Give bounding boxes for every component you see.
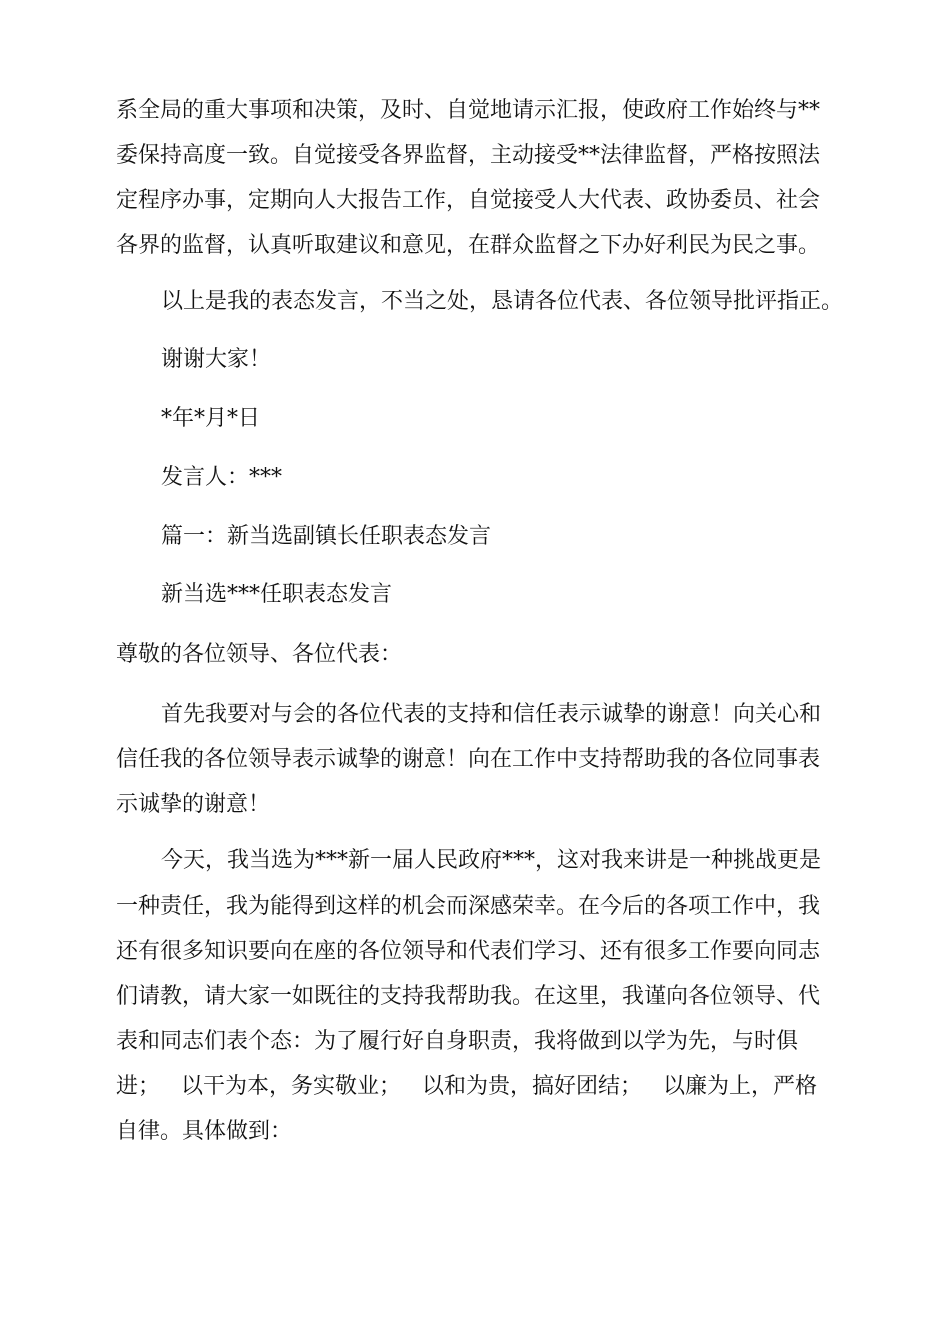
para-commitment-line-4: 们请教，请大家一如既往的支持我帮助我。在这里，我谨向各位领导、代 (116, 984, 821, 1009)
para-commitment-line-5: 表和同志们表个态：为了履行好自身职责，我将做到以学为先，与时俱 (116, 1029, 799, 1054)
date-line: *年*月*日 (161, 406, 261, 431)
speech-title: 新当选***任职表态发言 (161, 582, 393, 607)
para-commitment-line-1: 今天，我当选为***新一届人民政府***，这对我来讲是一种挑战更是 (161, 848, 822, 873)
para-commitment-line-7: 自律。具体做到： (116, 1119, 293, 1144)
para-commitment-line-2: 一种责任，我为能得到这样的机会而深感荣幸。在今后的各项工作中，我 (116, 894, 821, 919)
para-gratitude-line-2: 信任我的各位领导表示诚挚的谢意！向在工作中支持帮助我的各位同事表 (116, 747, 821, 772)
para-supervision-line-3: 定程序办事，定期向人大报告工作，自觉接受人大代表、政协委员、社会 (116, 188, 821, 213)
closing-remark: 以上是我的表态发言，不当之处，恳请各位代表、各位领导批评指正。 (161, 289, 844, 314)
para-commitment-line-6: 进； 以干为本，务实敬业； 以和为贵，搞好团结； 以廉为上，严格 (116, 1074, 817, 1099)
para-gratitude-line-1: 首先我要对与会的各位代表的支持和信任表示诚挚的谢意！向关心和 (161, 702, 822, 727)
salutation: 尊敬的各位领导、各位代表： (116, 642, 403, 667)
para-supervision-line-2: 委保持高度一致。自觉接受各界监督，主动接受**法律监督，严格按照法 (116, 143, 821, 168)
para-supervision-line-1: 系全局的重大事项和决策，及时、自觉地请示汇报，使政府工作始终与** (116, 98, 821, 123)
speaker-line: 发言人：*** (161, 465, 283, 490)
para-supervision-line-4: 各界的监督，认真听取建议和意见，在群众监督之下办好利民为民之事。 (116, 233, 821, 258)
para-commitment-line-3: 还有很多知识要向在座的各位领导和代表们学习、还有很多工作要向同志 (116, 939, 821, 964)
para-gratitude-line-3: 示诚挚的谢意！ (116, 792, 271, 817)
chapter-title: 篇一：新当选副镇长任职表态发言 (161, 524, 492, 549)
thanks-line: 谢谢大家！ (161, 347, 272, 372)
